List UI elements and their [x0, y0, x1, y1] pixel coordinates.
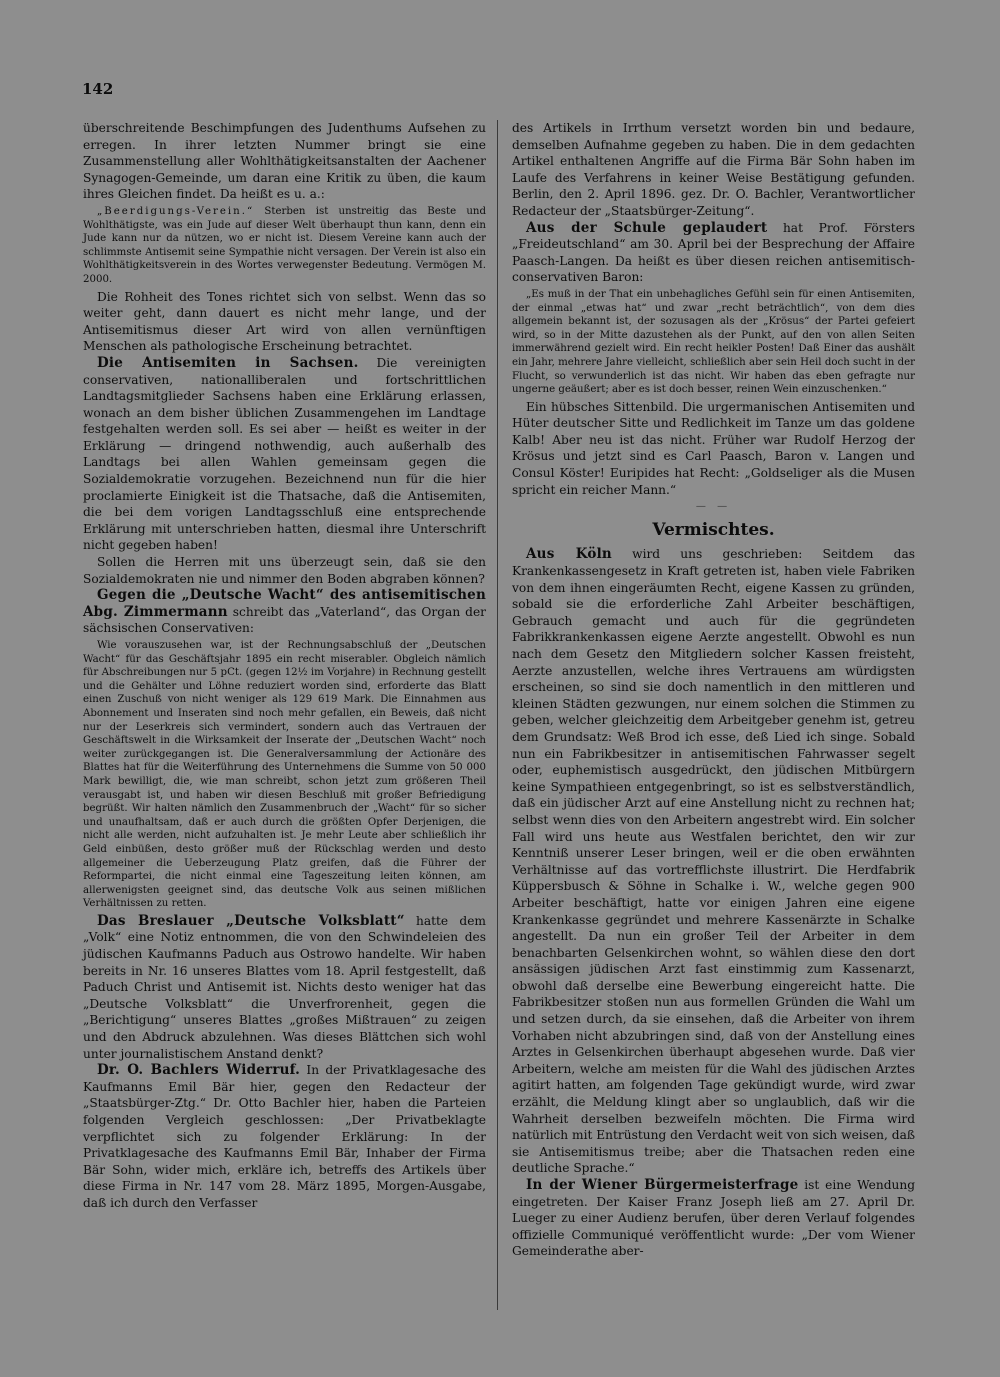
- paragraph: überschreitende Beschimpfungen des Judenthums Aufsehen zu erregen. In ihrer letzten Nummer bringt sie eine Zusammenstellung aller Wohlthätigkeitsanstalten der Aachener Synagogen-Gemeinde, um daran eine Kritik zu üben, die kaum ihres Gleichen findet. Da heißt es u. a.:: [83, 121, 486, 202]
- paragraph: des Artikels in Irrthum versetzt worden bin und bedaure, demselben Aufnahme gegeben zu haben. Die in dem gedachten Artikel enthaltenen Angriffe auf die Firma Bär Sohn haben im Laufe des Verfahrens in keiner Weise Bestätigung gefunden. Berlin, den 2. April 1896. gez. Dr. O. Bachler, Verantwortlicher Redacteur der „Staatsbürger-Zeitung“.: [512, 121, 915, 218]
- quote-text: Sterben ist unstreitig das Beste und Wohlthätigste, was ein Jude auf dieser Welt überhaupt thun kann, denn ein Jude kann nur da nützen, wo er nicht ist. Diesem Vereine kann auch der schlimmste Antisemit seine Sympathie nicht versagen. Der Verein ist also ein Wohlthätigkeitsverein in des Wortes verwegenster Bedeutung. Vermögen M. 2000.: [83, 205, 486, 285]
- right-column: [512, 120, 915, 1260]
- article-text: ist eine Wendung eingetreten. Der Kaiser Franz Joseph ließ am 27. April Dr. Lueger zu einer Audienz berufen, über deren Verlauf folgendes offizielle Communiqué veröffentlicht wurde: „Der vom Wiener Gemeinderathe aber-: [512, 1178, 915, 1259]
- article-headline: Das Breslauer „Deutsche Volksblatt“: [97, 912, 405, 929]
- article-headline: In der Wiener Bürgermeisterfrage: [526, 1177, 799, 1193]
- article-wien: [512, 1177, 915, 1260]
- article-text: wird uns geschrieben: Seitdem das Krankenkassengesetz in Kraft getreten ist, haben viele Fabriken von dem ihnen eingeräumten Recht, eigene Kassen zu gründen, sobald sie die erforderliche Zahl Arbeiter beschäftigen, Gebrauch gemacht und auch für die gegründeten Fabrikkrankenkassen eigene Aerzte angestellt. Obwohl es nun nach dem Gesetz den Mitgliedern solcher Kassen freisteht, Aerzte anzustellen, welche ihres Vertrauens am würdigsten erscheinen, so sind sie doch namentlich in den mittleren und kleinen Städten gezwungen, nur einem solchen die Stimmen zu geben, welcher gleichzeitig dem Arbeitgeber genehm ist, getreu dem Grundsatz: Weß Brod ich esse, deß Lied ich singe. Sobald nun ein Fabrikbesitzer in antisemitischen Fahrwasser segelt oder, euphemistisch ausgedrückt, den jüdischen Mitbürgern keine Sympathieen entgegenbringt, so ist es selbstverständlich, daß ein jüdischer Arzt auf eine Anstellung nicht zu rechnen hat; selbst wenn dies von den Arbeitern angestrebt wird. Ein solcher Fall wird uns heute aus Westfalen berichtet, den wir zur Kenntniß unserer Leser bringen, weil er die oben erwähnten Verhältnisse auf das vortrefflichste illustrirt. Die Herdfabrik Küppersbusch & Söhne in Schalke i. W., welche gegen 900 Arbeiter beschäftigt, hatte vor einigen Jahren eine eigene Krankenkasse gegründet und mehrere Kassenärzte in Schalke angestellt. Da nun ein großer Teil der Arbeiter in dem benachbarten Gelsenkirchen wohnt, so wählen diese den dort ansässigen jüdischen Arzt fast einstimmig zum Kassenarzt, obwohl daß derselbe eine Bewerbung eingereicht hatte. Die Fabrikbesitzer stoßen nun aus formellen Gründen die Wahl um und setzen durch, da sie einsehen, daß die Arbeiter von ihrem Vorhaben nicht abzubringen sind, daß von der Anstellung eines Arztes in Gelsenkirchen überhaupt abgesehen wurde. Daß vier Arbeitern, welche am meisten für die Wahl des jüdischen Arztes agitirt hatten, am folgenden Tage gekündigt wurde, wird zwar erzählt, die Meldung klingt aber so unglaublich, daß wir die Wahrheit derselben bezweifeln möchten. Die Firma wird natürlich mit Entrüstung den Verdacht weit von sich weisen, daß sie Antisemitismus treibe; aber die Thatsachen reden eine deutliche Sprache.“: [512, 547, 915, 1176]
- paragraph: Die Rohheit des Tones richtet sich von selbst. Wenn das so weiter geht, dann dauert es nicht mehr lange, und der Antisemitismus dieser Art wird von allen vernünftigen Menschen als pathologische Erscheinung betrachtet.: [83, 289, 486, 354]
- article-text: In der Privatklagesache des Kaufmanns Emil Bär hier, gegen den Redacteur der „Staatsbürger-Ztg.“ Dr. Otto Bachler hier, haben die Parteien folgenden Vergleich geschlossen: „Der Privatbeklagte verpflichtet sich zu folgender Erklärung: In der Privatklagesache des Kaufmanns Emil Bär, Inhaber der Firma Bär Sohn, wider mich, erkläre ich, betreffs des Artikels über diese Firma in Nr. 147 vom 28. März 1895, Morgen-Ausgabe, daß ich durch den Verfasser: [83, 1063, 486, 1210]
- article-text: hat Prof. Försters „Freideutschland“ am 30. April bei der Besprechung der Affaire Paasch-Langen. Da heißt es über diesen reichen antisemitisch-conservativen Baron:: [512, 220, 915, 285]
- article-deutsche-wacht: [83, 587, 486, 637]
- article-headline: Die Antisemiten in Sachsen.: [97, 354, 359, 371]
- page-number: 142: [82, 80, 114, 98]
- article-schule: [512, 220, 915, 286]
- quote-block: Wie vorauszusehen war, ist der Rechnungsabschluß der „Deutschen Wacht“ für das Geschäftsjahr 1895 ein recht miserabler. Obgleich nämlich für Abschreibungen nur 5 pCt. (gegen 12½ im Vorjahre) in Rechnung gestellt und die Gehälter und Löhne reduziert worden sind, erforderte das Blatt einen Zuschuß von nicht weniger als 129 619 Mark. Die Einnahmen aus Abonnement und Inseraten sind noch mehr gefallen, ein Beweis, daß nicht nur der Leserkreis sich vermindert, sondern auch das Vertrauen der Geschäftswelt in die Wirksamkeit der Inserate der „Deutschen Wacht“ noch weiter zurückgegangen ist. Die Generalversammlung der Actionäre des Blattes hat für die Weiterführung des Unternehmens die Summe von 50 000 Mark bewilligt, die, wie man schreibt, schon jetzt zum größeren Theil verausgabt ist, und haben wir diesen Beschluß mit großer Befriedigung begrüßt. Wir halten nämlich den Zusammenbruch der „Wacht“ für so sicher und unaufhaltsam, daß er auch durch die größten Opfer Derjenigen, die nicht alle werden, nicht aufzuhalten ist. Je mehr Leute aber schließlich ihr Geld einbüßen, desto größer muß der Rückschlag werden und desto allgemeiner die Ueberzeugung Platz greifen, daß die Führer der Reformpartei, die nicht einmal eine Tageszeitung leiten können, am allerwenigsten geeignet sind, das deutsche Volk aus seinen mißlichen Verhältnissen zu retten.: [83, 640, 486, 910]
- article-saxony: [83, 355, 486, 554]
- article-bachler: [83, 1062, 486, 1211]
- quote-block: „Es muß in der That ein unbehagliches Gefühl sein für einen Antisemiten, der einmal „etwas hat“ und zwar „recht beträchtlich“, von dem dies allgemein bekannt ist, der sozusagen als der „Krösus“ der Partei gefeiert wird, so in der Mitte dazustehen als der Punkt, auf den von allen Seiten immerwährend gezielt wird. Ein recht heikler Posten! Daß Einer das aushält ein Jahr, mehrere Jahre vielleicht, schließlich aber sein Heil doch sucht in der Flucht, so verwunderlich ist das nicht. Wir haben das eben gefragte nur ungerne geäußert; aber es ist doch besser, reinen Wein einzuschenken.“: [512, 288, 915, 396]
- article-text: Die vereinigten conservativen, nationalliberalen und fortschrittlichen Landtagsmitglieder Sachsens haben eine Erklärung erlassen, wonach an dem bisher üblichen Zusammengehen im Landtage festgehalten werden soll. Es sei aber — heißt es weiter in der Erklärung — dringend nothwendig, auch außerhalb des Landtags bei allen Wahlen gemeinsam gegen die Sozialdemokratie vorzugehen. Bezeichnend nun für die hier proclamierte Einigkeit ist die Thatsache, daß die Antisemiten, die bei dem vorigen Landtagsschluß eine entsprechende Erklärung mit unterschrieben hatten, diesmal ihre Unterschrift nicht gegeben haben!: [83, 355, 486, 553]
- quote-block: [83, 205, 486, 287]
- left-column: [83, 120, 486, 1212]
- article-headline: Aus der Schule geplaudert: [526, 219, 768, 236]
- paragraph: Sollen die Herren mit uns überzeugt sein, daß sie den Sozialdemokraten nie und nimmer den Boden abgraben können?: [83, 555, 486, 586]
- article-headline: Gegen die „Deutsche Wacht“ des antisemitischen Abg. Zimmermann: [83, 587, 486, 620]
- article-volksblatt: [83, 913, 486, 1062]
- section-title: Vermischtes.: [652, 519, 775, 540]
- article-headline: Dr. O. Bachlers Widerruf.: [97, 1062, 301, 1079]
- column-rule: [497, 120, 498, 1310]
- article-koeln: [512, 546, 915, 1177]
- article-text: hatte dem „Volk“ eine Notiz entnommen, die von den Schwindeleien des jüdischen Kaufmanns Paduch aus Ostrowo handelte. Wir haben bereits in Nr. 16 unseres Blattes vom 18. April festgestellt, daß Paduch Christ und Antisemit ist. Nichts desto weniger hat das „Deutsche Volksblatt“ die Unverfrorenheit, gegen die „Berichtigung“ unseres Blattes „großes Mißtrauen“ zu zeigen und den Abdruck abzulehnen. Was dieses Blättchen sich wohl unter journalistischem Anstand denkt?: [83, 913, 486, 1061]
- divider: — —: [695, 501, 732, 513]
- article-text: schreibt das „Vaterland“, das Organ der sächsischen Conservativen:: [83, 604, 486, 636]
- quote-heading: „Beerdigungs-Verein.“: [97, 205, 255, 217]
- article-headline: Aus Köln: [526, 546, 612, 563]
- paragraph: Ein hübsches Sittenbild. Die urgermanischen Antisemiten und Hüter deutscher Sitte und Redlichkeit im Tanze um das goldene Kalb! Aber neu ist das nicht. Früher war Rudolf Herzog der Krösus und jetzt sind es Carl Paasch, Baron v. Langen und Consul Köster! Euripides hat Recht: „Goldseliger als die Musen spricht ein reicher Mann.“: [512, 399, 915, 497]
